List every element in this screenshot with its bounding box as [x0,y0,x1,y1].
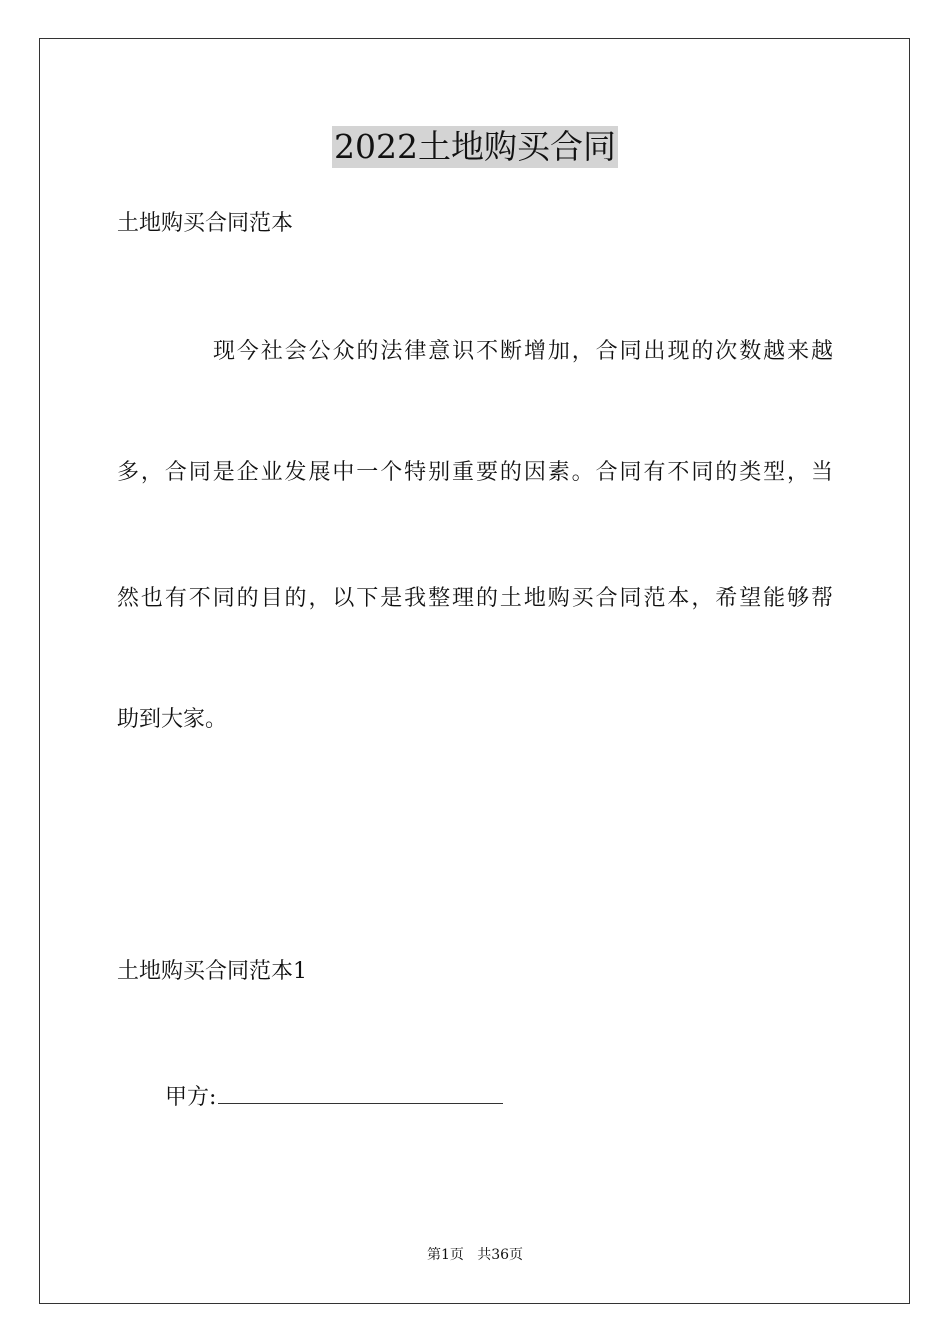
section-heading: 土地购买合同范本1 [117,959,307,984]
intro-line-4: 助到大家。 [117,707,228,732]
party-a-label: 甲方: [165,1085,217,1110]
intro-line-3: 然也有不同的目的，以下是我整理的土地购买合同范本，希望能够帮 [117,586,833,611]
title-container [0,126,950,168]
document-title: 2022土地购买合同 [334,127,616,166]
party-a-blank-field[interactable] [218,1081,503,1104]
page-footer: 第1页 共36页 [426,1247,524,1263]
intro-line-2: 多，合同是企业发展中一个特别重要的因素。合同有不同的类型，当 [117,460,833,485]
document-subtitle: 土地购买合同范本 [117,211,294,236]
intro-line-1: 现今社会公众的法律意识不断增加，合同出现的次数越来越 [213,339,833,364]
party-a-row [165,1081,503,1113]
